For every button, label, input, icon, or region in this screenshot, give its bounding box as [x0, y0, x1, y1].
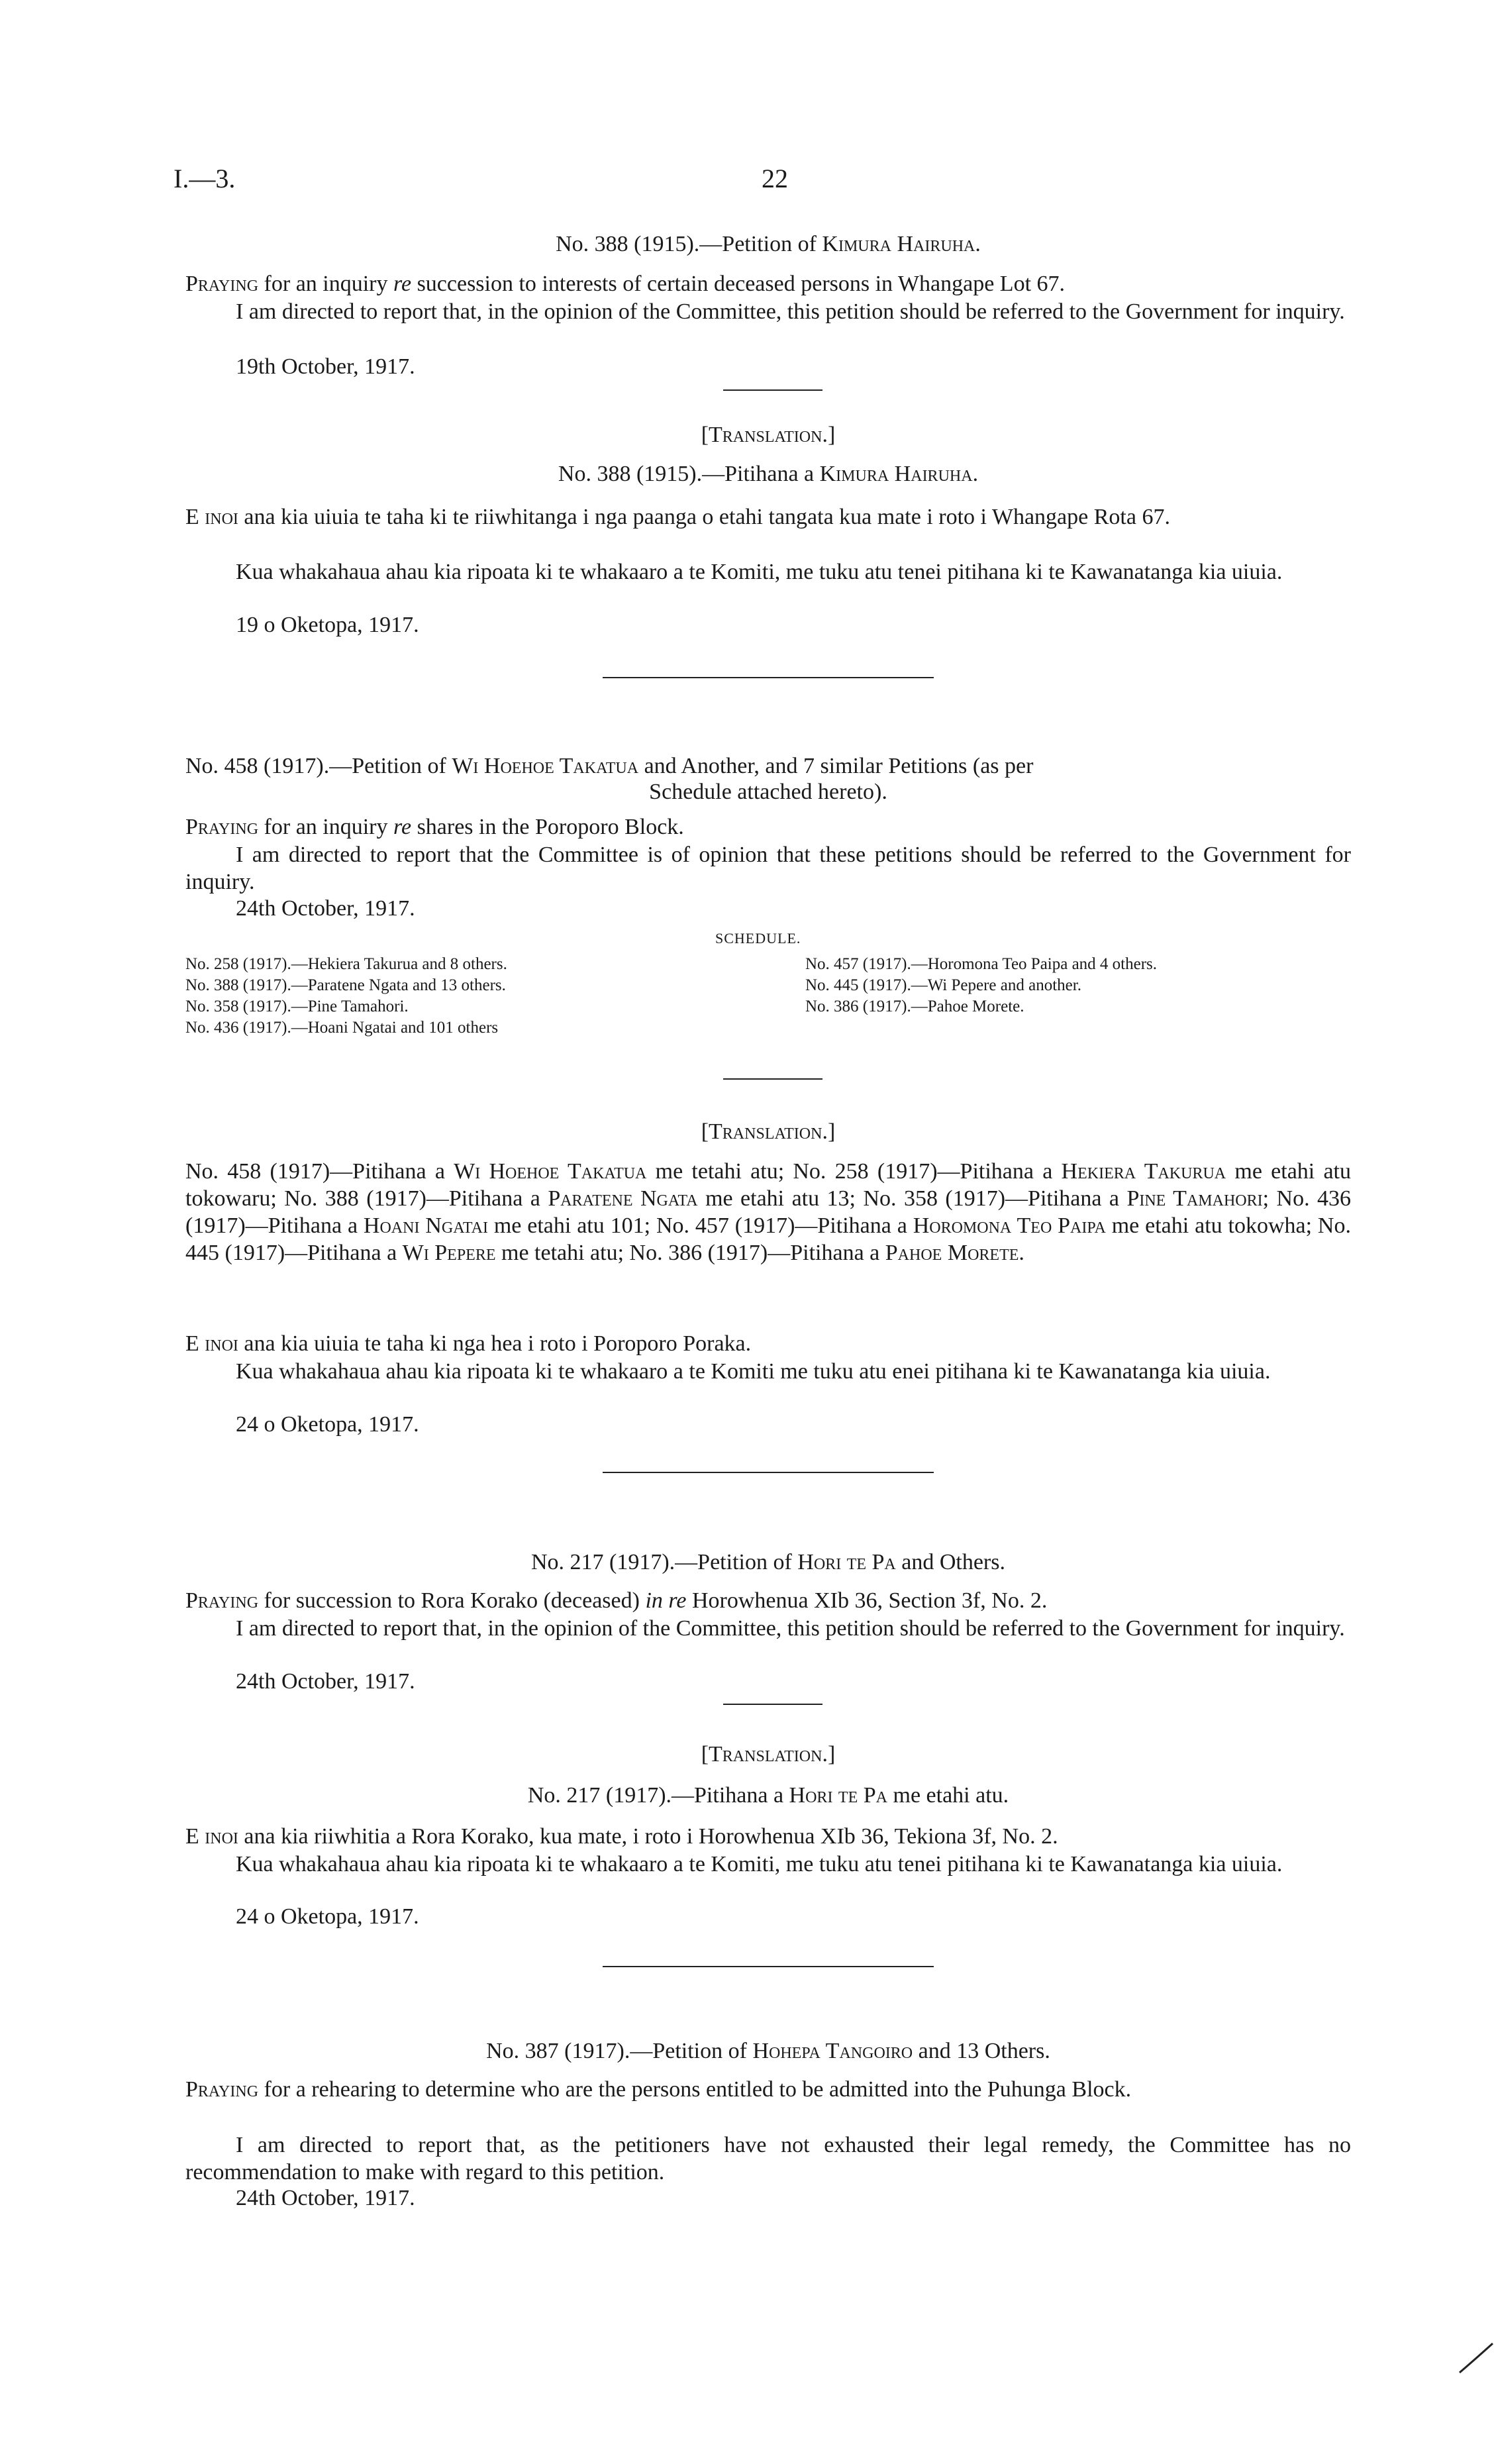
report-date: 24th October, 1917.	[236, 1669, 415, 1694]
divider	[723, 1078, 822, 1080]
schedule-left-column	[185, 954, 507, 1039]
petition-heading: No. 217 (1917).—Petition of Hori te Pa and Others.	[530, 1550, 1005, 1574]
schedule-title: SCHEDULE.	[715, 930, 801, 947]
petition-prayer: Praying for an inquiry re shares in the Poroporo Block.	[185, 815, 684, 839]
divider	[723, 389, 822, 391]
petition-heading-cont: Schedule attached hereto).	[649, 780, 887, 804]
paper-reference: I.—3.	[174, 164, 236, 193]
petition-prayer-maori: E inoi ana kia uiuia te taha ki nga hea i roto i Poroporo Poraka.	[185, 1331, 752, 1356]
committee-report: I am directed to report that, in the opinion of the Committee, this petition should be referred to the Government for inquiry.	[236, 1616, 1345, 1641]
petition-heading: No. 388 (1915).—Petition of Kimura Hairuha.	[556, 232, 981, 256]
translation-label: [Translation.]	[701, 1742, 836, 1767]
schedule-item: No. 436 (1917).—Hoani Ngatai and 101 others	[185, 1019, 499, 1037]
petition-heading: No. 387 (1917).—Petition of Hohepa Tangoiro and 13 Others.	[486, 2039, 1050, 2063]
section-divider	[603, 677, 934, 678]
schedule-item: No. 258 (1917).—Hekiera Takurua and 8 others.	[185, 955, 507, 973]
petition-list-maori: No. 458 (1917)—Pitihana a Wi Hoehoe Takatua me tetahi atu; No. 258 (1917)—Pitihana a Hekiera Takurua me etahi atu tokowaru; No. 388 (1917)—Pitihana a Paratene Ngata me etahi atu 13; No. 358 (1917)—Pitihana a Pine Tamahori; No. 436 (1917)—Pitihana a Hoani Ngatai me etahi atu 101; No. 457 (1917)—Pitihana a Horomona Teo Paipa me etahi atu tokowha; No. 445 (1917)—Pitihana a Wi Pepere me tetahi atu; No. 386 (1917)—Pitihana a Pahoe Morete.	[185, 1159, 1352, 1265]
schedule-item: No. 386 (1917).—Pahoe Morete.	[805, 998, 1024, 1015]
schedule-item: No. 358 (1917).—Pine Tamahori.	[185, 998, 409, 1015]
petition-heading-maori: No. 217 (1917).—Pitihana a Hori te Pa me etahi atu.	[527, 1783, 1009, 1808]
report-date-maori: 24 o Oketopa, 1917.	[236, 1904, 419, 1929]
section-divider	[603, 1472, 934, 1473]
schedule-item: No. 457 (1917).—Horomona Teo Paipa and 4 others.	[805, 955, 1158, 973]
petition-prayer-maori: E inoi ana kia uiuia te taha ki te riiwhitanga i nga paanga o etahi tangata kua mate i roto i Whangape Rota 67.	[185, 505, 1170, 529]
schedule-right-column	[805, 954, 1157, 1017]
petition-prayer: Praying for succession to Rora Korako (deceased) in re Horowhenua XIb 36, Section 3f, No. 2.	[185, 1588, 1048, 1613]
section-divider	[603, 1966, 934, 1967]
translation-label: [Translation.]	[701, 1119, 836, 1144]
report-date-maori: 19 o Oketopa, 1917.	[236, 613, 419, 637]
petition-prayer: Praying for a rehearing to determine who are the persons entitled to be admitted into the Puhunga Block.	[185, 2077, 1132, 2102]
committee-report-maori: Kua whakahaua ahau kia ripoata ki te whakaaro a te Komiti, me tuku atu tenei pitihana ki te Kawanatanga kia uiuia.	[236, 560, 1283, 584]
report-date: 24th October, 1917.	[236, 2186, 415, 2210]
schedule-item: No. 445 (1917).—Wi Pepere and another.	[805, 976, 1081, 994]
committee-report: I am directed to report that, as the petitioners have not exhausted their legal remedy, the Committee has no recommendation to make with regard to this petition.	[185, 2133, 1351, 2184]
report-date-maori: 24 o Oketopa, 1917.	[236, 1412, 419, 1437]
page-number: 22	[762, 164, 788, 193]
report-date: 19th October, 1917.	[236, 354, 415, 379]
committee-report-maori: Kua whakahaua ahau kia ripoata ki te whakaaro a te Komiti, me tuku atu tenei pitihana ki te Kawanatanga kia uiuia.	[236, 1852, 1283, 1876]
divider	[723, 1704, 822, 1705]
committee-report-maori: Kua whakahaua ahau kia ripoata ki te whakaaro a te Komiti me tuku atu enei pitihana ki te Kawanatanga kia uiuia.	[236, 1359, 1271, 1384]
pen-mark	[1457, 2338, 1494, 2378]
petition-prayer: Praying for an inquiry re succession to interests of certain deceased persons in Whangape Lot 67.	[185, 272, 1066, 296]
petition-heading: No. 458 (1917).—Petition of Wi Hoehoe Takatua and Another, and 7 similar Petitions (as per	[185, 754, 1034, 778]
schedule-item: No. 388 (1917).—Paratene Ngata and 13 others.	[185, 976, 506, 994]
committee-report: I am directed to report that the Committee is of opinion that these petitions should be referred to the Government for inquiry.	[185, 843, 1351, 894]
translation-label: [Translation.]	[701, 423, 836, 447]
petition-prayer-maori: E inoi ana kia riiwhitia a Rora Korako, kua mate, i roto i Horowhenua XIb 36, Tekiona 3f, No. 2.	[185, 1824, 1058, 1849]
committee-report: I am directed to report that, in the opinion of the Committee, this petition should be referred to the Government for inquiry.	[236, 299, 1345, 324]
report-date: 24th October, 1917.	[236, 896, 415, 921]
petition-heading-maori: No. 388 (1915).—Pitihana a Kimura Hairuha.	[558, 462, 979, 486]
